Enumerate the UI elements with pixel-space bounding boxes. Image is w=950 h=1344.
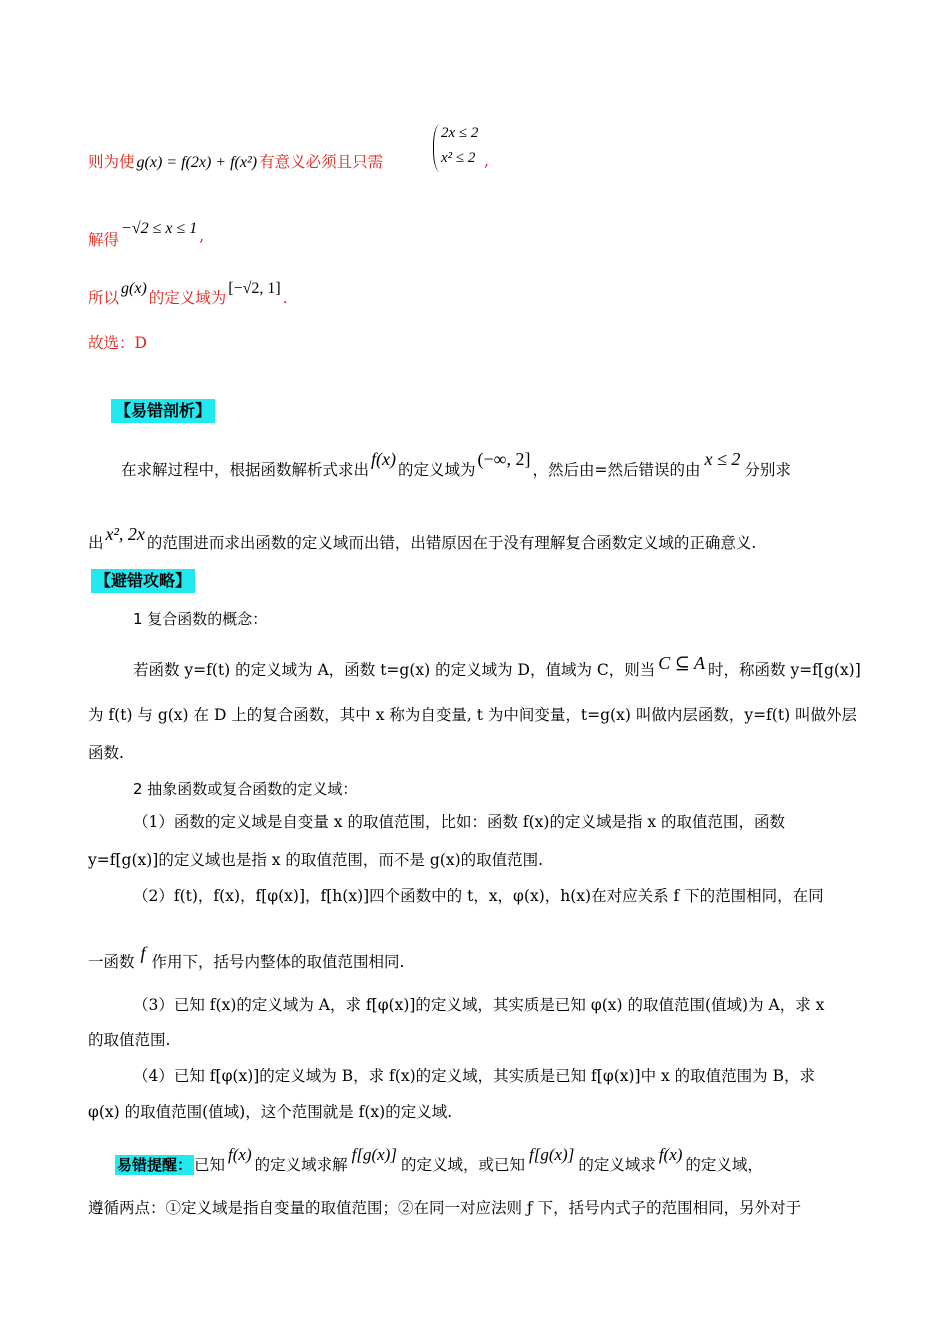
text: 的定义域为	[398, 461, 476, 479]
text: 则为使	[88, 153, 135, 171]
reminder-line-2: 遵循两点：①定义域是指自变量的取值范围；②在同一对应法则 ƒ 下，括号内式子的范围相同，另外对于	[88, 1199, 802, 1217]
solution-line-3	[88, 280, 288, 307]
formula-fg: f[g(x)]	[351, 1145, 397, 1164]
analysis-line-1	[121, 448, 791, 479]
s1-para-line-3: 函数.	[88, 744, 124, 762]
formula-subset: C ⊆ A	[658, 653, 706, 673]
text: ,	[199, 227, 205, 245]
formula-g-definition: g(x) = f(2x) + f(x²)	[136, 154, 258, 171]
text: 的定义域求解	[254, 1156, 348, 1174]
text: 的范围进而求出函数的定义域而出错，出错原因在于没有理解复合函数定义域的正确意义.	[146, 534, 757, 552]
formula-f: f	[140, 943, 146, 963]
text: 的定义域求	[578, 1156, 656, 1174]
s1-para-line-1	[133, 652, 861, 679]
formula-f: f(x)	[658, 1145, 683, 1164]
s1-para-line-2: 为 f(t) 与 g(x) 在 D 上的复合函数，其中 x 称为自变量, t 为中间变量，t=g(x) 叫做内层函数，y=f(t) 叫做外层	[88, 706, 858, 724]
text: 所以	[88, 289, 120, 307]
item-1-line-2: y=f[g(x)]的定义域也是指 x 的取值范围，而不是 g(x)的取值范围.	[88, 851, 544, 869]
item-4-line-1: （4）已知 f[φ(x)]的定义域为 B，求 f(x)的定义域，其实质是已知 f[φ(x)]中 x 的取值范围为 B，求	[133, 1067, 815, 1085]
text: 出	[88, 534, 104, 552]
answer: 故选：D	[88, 334, 147, 352]
text: 一函数	[88, 953, 135, 971]
item-3-line-1: （3）已知 f(x)的定义域为 A，求 f[φ(x)]的定义域，其实质是已知 φ(x) 的取值范围(值域)为 A，求 x	[133, 996, 825, 1014]
formula-g: g(x)	[121, 280, 147, 297]
text: 有意义必须且只需	[259, 153, 384, 171]
solution-line-2	[88, 220, 205, 249]
text: 的定义域，	[685, 1156, 763, 1174]
formula-f: f(x)	[371, 449, 396, 469]
item-2-line-1: （2）f(t)，f(x)，f[φ(x)]，f[h(x)]四个函数中的 t，x，φ(x)，h(x)在对应关系 f 下的范围相同，在同	[133, 887, 824, 905]
formula-inequality: x ≤ 2	[704, 449, 741, 469]
item-4-line-2: φ(x) 的取值范围(值域)，这个范围就是 f(x)的定义域.	[88, 1103, 453, 1121]
text: 在求解过程中，根据函数解析式求出	[121, 461, 370, 479]
text: 的定义域为	[148, 289, 227, 307]
system-row-2: x² ≤ 2	[441, 150, 476, 166]
reminder-label: 易错提醒：	[117, 1156, 193, 1174]
text: .	[282, 289, 288, 307]
system-brace	[433, 124, 440, 172]
solution-line-1	[88, 150, 383, 172]
system-row-1: 2x ≤ 2	[441, 125, 479, 141]
section-title-analysis: 【易错剖析】	[111, 399, 215, 423]
text: 作用下，括号内整体的取值范围相同.	[151, 953, 405, 971]
analysis-line-2	[88, 523, 757, 552]
text: 解得	[88, 231, 120, 249]
s1-heading: 1 复合函数的概念：	[133, 610, 268, 628]
formula-expressions: x², 2x	[105, 524, 145, 544]
formula-solution-range: −√2 ≤ x ≤ 1	[121, 220, 198, 237]
item-1-line-1: （1）函数的定义域是自变量 x 的取值范围，比如：函数 f(x)的定义域是指 x 的取值范围，函数	[133, 813, 786, 831]
formula-domain-interval: [−√2, 1]	[228, 280, 281, 297]
text: 分别求	[744, 461, 791, 479]
formula-interval: (−∞, 2]	[477, 449, 531, 469]
reminder-line-1	[115, 1143, 763, 1174]
text: 的定义域，或已知	[400, 1156, 525, 1174]
text: ，然后由=然后错误的由	[532, 461, 701, 479]
formula-f: f(x)	[228, 1145, 252, 1164]
formula-fg: f[g(x)]	[528, 1145, 575, 1164]
item-3-line-2: 的取值范围.	[88, 1031, 171, 1049]
text: 若函数 y=f(t) 的定义域为 A，函数 t=g(x) 的定义域为 D，值域为 C，则当	[133, 661, 656, 679]
text: 时，称函数 y=f[g(x)]	[708, 661, 861, 679]
item-2-line-2	[88, 942, 405, 971]
s2-heading: 2 抽象函数或复合函数的定义域：	[133, 780, 358, 798]
system-suffix: ,	[484, 152, 489, 170]
text: 已知	[194, 1156, 226, 1174]
section-title-strategy: 【避错攻略】	[91, 569, 195, 593]
